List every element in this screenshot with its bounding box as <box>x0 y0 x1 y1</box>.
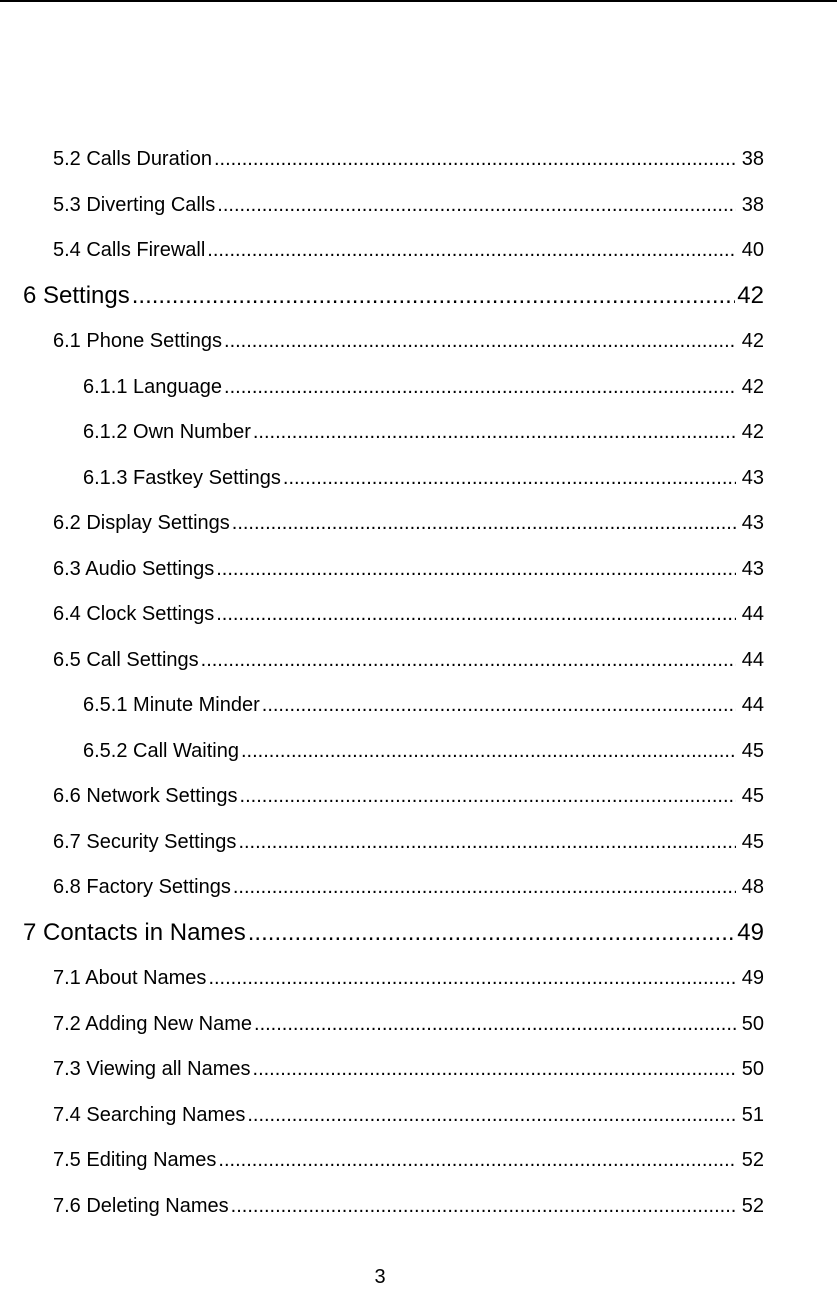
toc-dot-leader <box>253 1058 736 1081</box>
toc-dot-leader <box>247 1104 736 1127</box>
toc-entry-page: 43 <box>741 557 764 580</box>
toc-entry[interactable] <box>0 501 837 547</box>
toc-entry[interactable] <box>0 820 837 866</box>
toc-entry[interactable] <box>0 183 837 229</box>
toc-entry-page: 50 <box>741 1012 764 1035</box>
toc-entry-title: 7.1 About Names <box>53 967 207 990</box>
toc-dot-leader <box>217 194 736 217</box>
toc-entry[interactable] <box>0 729 837 775</box>
toc-entry-page: 44 <box>741 694 764 717</box>
toc-entry-page: 42 <box>741 330 764 353</box>
toc-entry[interactable] <box>0 1093 837 1139</box>
toc-entry-title: 7.6 Deleting Names <box>53 1194 229 1217</box>
toc-entry[interactable] <box>0 683 837 729</box>
toc-entry-title: 6.4 Clock Settings <box>53 603 215 626</box>
toc-dot-leader <box>240 785 736 808</box>
toc-entry-title: 6.7 Security Settings <box>53 830 237 853</box>
toc-entry[interactable] <box>0 1138 837 1184</box>
toc-dot-leader <box>283 467 736 490</box>
toc-entry-title: 7.2 Adding New Name <box>53 1012 253 1035</box>
toc-entry-title: 6.1.3 Fastkey Settings <box>83 466 281 489</box>
toc-entry[interactable] <box>0 865 837 911</box>
toc-entry[interactable] <box>0 137 837 183</box>
toc-entry-title: 7.5 Editing Names <box>53 1149 217 1172</box>
toc-dot-leader <box>214 148 736 171</box>
toc-entry[interactable] <box>0 1047 837 1093</box>
toc-entry-page: 44 <box>741 648 764 671</box>
toc-dot-leader <box>224 330 736 353</box>
toc-dot-leader <box>262 694 736 717</box>
toc-entry-page: 43 <box>741 512 764 535</box>
toc-entry-page: 42 <box>737 282 764 310</box>
toc-entry-title: 6 Settings <box>23 282 130 310</box>
toc-entry-title: 7.3 Viewing all Names <box>53 1058 251 1081</box>
toc-entry-title: 6.3 Audio Settings <box>53 557 215 580</box>
toc-entry-page: 45 <box>741 830 764 853</box>
toc-entry-page: 48 <box>741 876 764 899</box>
toc-dot-leader <box>253 421 736 444</box>
toc-dot-leader <box>248 919 736 947</box>
toc-dot-leader <box>224 376 736 399</box>
toc-dot-leader <box>218 1149 736 1172</box>
toc-entry[interactable] <box>0 911 837 957</box>
toc-dot-leader <box>207 239 736 262</box>
toc-dot-leader <box>231 1195 736 1218</box>
toc-entry[interactable] <box>0 410 837 456</box>
toc-entry[interactable] <box>0 956 837 1002</box>
table-of-contents <box>0 137 837 1229</box>
toc-entry-title: 6.1.2 Own Number <box>83 421 251 444</box>
toc-dot-leader <box>216 558 736 581</box>
toc-entry[interactable] <box>0 1002 837 1048</box>
toc-entry-page: 52 <box>741 1149 764 1172</box>
toc-entry-title: 6.1 Phone Settings <box>53 330 223 353</box>
toc-entry[interactable] <box>0 456 837 502</box>
toc-entry-title: 6.5.2 Call Waiting <box>83 739 239 762</box>
toc-entry-title: 6.6 Network Settings <box>53 785 238 808</box>
toc-entry-title: 5.2 Calls Duration <box>53 148 212 171</box>
toc-dot-leader <box>216 603 736 626</box>
toc-entry[interactable] <box>0 592 837 638</box>
toc-dot-leader <box>208 967 736 990</box>
toc-entry-page: 38 <box>741 148 764 171</box>
page-number: 3 <box>374 1266 386 1288</box>
toc-entry-title: 7 Contacts in Names <box>23 919 246 947</box>
toc-entry-page: 49 <box>741 967 764 990</box>
toc-entry-page: 38 <box>741 193 764 216</box>
toc-entry-title: 5.3 Diverting Calls <box>53 193 216 216</box>
toc-dot-leader <box>201 649 736 672</box>
toc-entry-title: 6.5.1 Minute Minder <box>83 694 260 717</box>
toc-entry-title: 6.5 Call Settings <box>53 648 199 671</box>
toc-entry-page: 44 <box>741 603 764 626</box>
toc-entry[interactable] <box>0 774 837 820</box>
toc-entry-page: 45 <box>741 785 764 808</box>
toc-entry-page: 45 <box>741 739 764 762</box>
toc-entry-title: 7.4 Searching Names <box>53 1103 246 1126</box>
toc-entry-title: 6.8 Factory Settings <box>53 876 231 899</box>
toc-entry-page: 52 <box>741 1194 764 1217</box>
toc-dot-leader <box>254 1013 736 1036</box>
toc-entry-title: 6.1.1 Language <box>83 375 223 398</box>
toc-dot-leader <box>241 740 736 763</box>
toc-entry-page: 42 <box>741 421 764 444</box>
toc-entry-page: 49 <box>737 919 764 947</box>
toc-entry-page: 43 <box>741 466 764 489</box>
top-rule <box>0 0 837 2</box>
toc-entry[interactable] <box>0 638 837 684</box>
toc-entry[interactable] <box>0 319 837 365</box>
toc-entry[interactable] <box>0 1184 837 1230</box>
toc-entry[interactable] <box>0 365 837 411</box>
toc-dot-leader <box>132 282 736 310</box>
toc-entry[interactable] <box>0 547 837 593</box>
toc-entry-page: 51 <box>741 1103 764 1126</box>
toc-entry-title: 5.4 Calls Firewall <box>53 239 206 262</box>
toc-entry[interactable] <box>0 274 837 320</box>
toc-entry-page: 40 <box>741 239 764 262</box>
toc-entry-page: 42 <box>741 375 764 398</box>
toc-entry-page: 50 <box>741 1058 764 1081</box>
toc-dot-leader <box>232 512 736 535</box>
toc-dot-leader <box>233 876 736 899</box>
toc-entry-title: 6.2 Display Settings <box>53 512 230 535</box>
toc-dot-leader <box>238 831 736 854</box>
toc-entry[interactable] <box>0 228 837 274</box>
